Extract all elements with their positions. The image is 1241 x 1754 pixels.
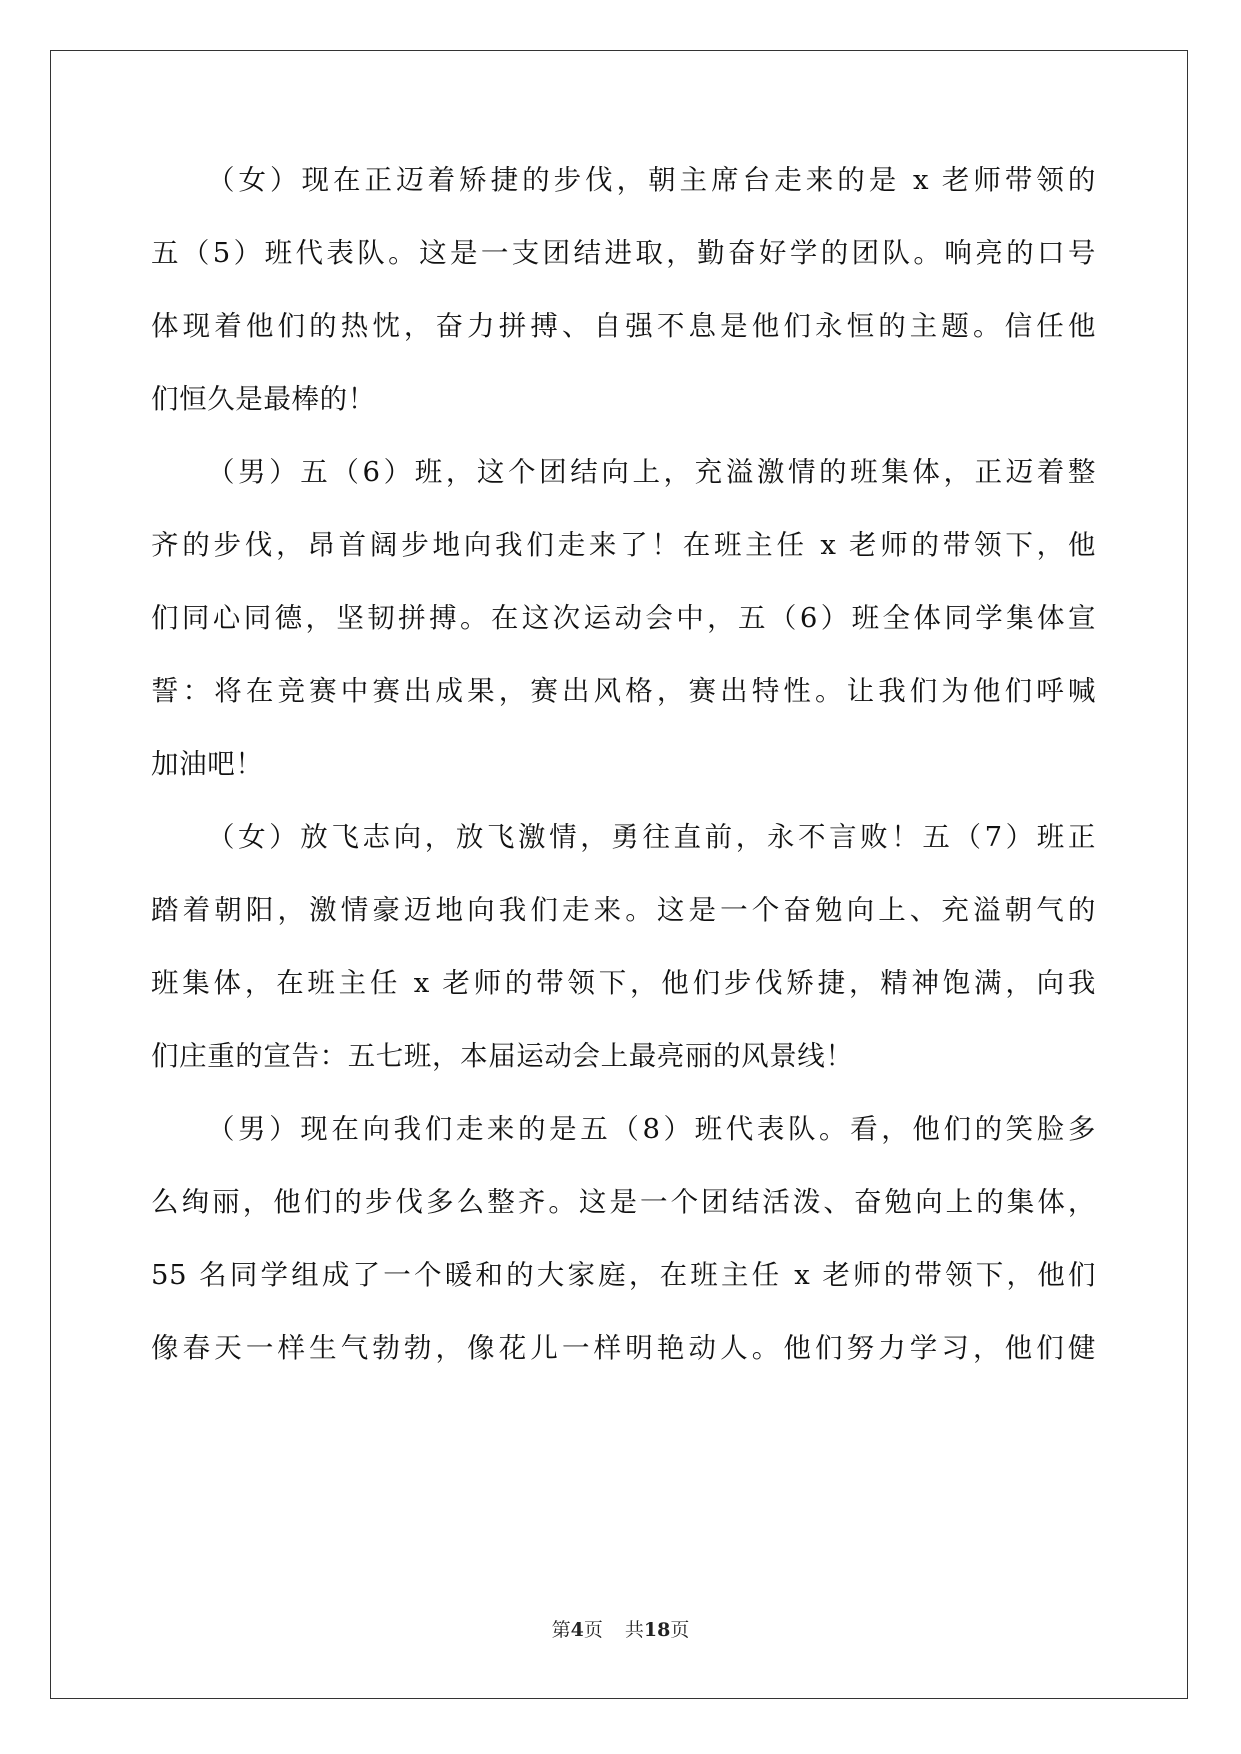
page-suffix: 页 (583, 1619, 603, 1641)
page-border (50, 50, 1188, 1699)
page-footer (0, 1615, 1241, 1642)
total-pages: 18 (643, 1619, 671, 1641)
paragraph-1-line-4: 们恒久是最棒的！ (151, 383, 376, 415)
paragraph-3-line-3: 班集体，在班主任 x 老师的带领下，他们步伐矫捷，精神饱满，向我 (151, 967, 1096, 999)
paragraph-2-line-5: 加油吧！ (151, 748, 264, 780)
paragraph-4-line-4: 像春天一样生气勃勃，像花儿一样明艳动人。他们努力学习，他们健 (151, 1332, 1096, 1364)
page-prefix: 第 (551, 1619, 571, 1641)
paragraph-4-line-1: （男）现在向我们走来的是五（8）班代表队。看，他们的笑脸多 (207, 1113, 1096, 1145)
paragraph-3-line-4: 们庄重的宣告：五七班，本届运动会上最亮丽的风景线！ (151, 1040, 854, 1072)
paragraph-3-line-2: 踏着朝阳，激情豪迈地向我们走来。这是一个奋勉向上、充溢朝气的 (151, 894, 1096, 926)
paragraph-1-line-3: 体现着他们的热忱，奋力拼搏、自强不息是他们永恒的主题。信任他 (151, 310, 1096, 342)
paragraph-3-line-1: （女）放飞志向，放飞激情，勇往直前，永不言败！五（7）班正 (207, 821, 1096, 853)
paragraph-1-line-2: 五（5）班代表队。这是一支团结进取，勤奋好学的团队。响亮的口号 (151, 237, 1096, 269)
page-number: 4 (570, 1619, 584, 1641)
paragraph-4-line-3: 55 名同学组成了一个暖和的大家庭，在班主任 x 老师的带领下，他们 (151, 1259, 1096, 1291)
paragraph-2-line-1: （男）五（6）班，这个团结向上，充溢激情的班集体，正迈着整 (207, 456, 1096, 488)
paragraph-4-line-2: 么绚丽，他们的步伐多么整齐。这是一个团结活泼、奋勉向上的集体， (151, 1186, 1096, 1218)
paragraph-2-line-4: 誓：将在竞赛中赛出成果，赛出风格，赛出特性。让我们为他们呼喊 (151, 675, 1096, 707)
total-prefix: 共 (624, 1619, 644, 1641)
paragraph-2-line-2: 齐的步伐，昂首阔步地向我们走来了！在班主任 x 老师的带领下，他 (151, 529, 1096, 561)
total-suffix: 页 (670, 1619, 690, 1641)
paragraph-2-line-3: 们同心同德，坚韧拼搏。在这次运动会中，五（6）班全体同学集体宣 (151, 602, 1096, 634)
paragraph-1-line-1: （女）现在正迈着矫捷的步伐，朝主席台走来的是 x 老师带领的 (207, 164, 1096, 196)
